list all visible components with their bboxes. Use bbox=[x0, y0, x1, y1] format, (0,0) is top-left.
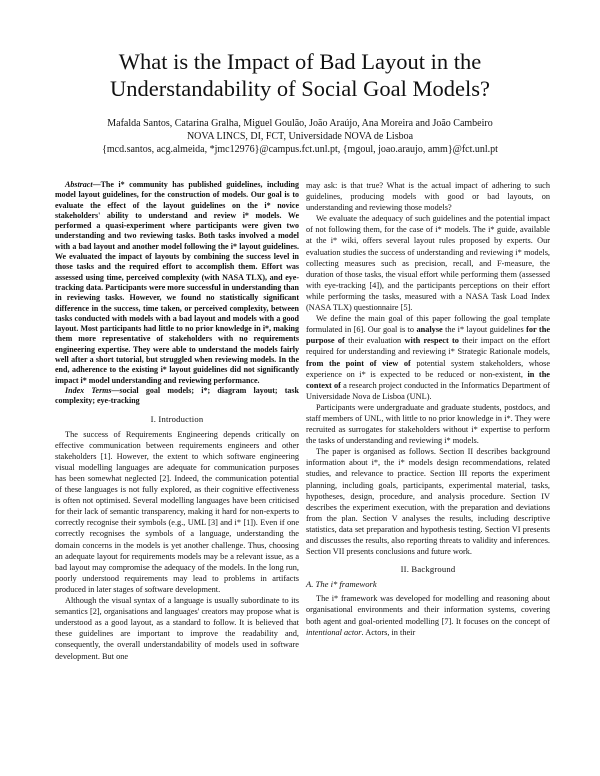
section-heading-introduction: I. Introduction bbox=[150, 413, 204, 424]
goal-point-of-view: from the point of view of bbox=[306, 358, 411, 368]
goal-analyse: analyse bbox=[416, 325, 443, 335]
index-terms-label: Index Terms bbox=[65, 385, 112, 395]
goal-purpose: for the purpose of bbox=[306, 325, 550, 346]
goal-respect: with respect to bbox=[404, 336, 459, 346]
background-emphasis: intentional actor bbox=[306, 627, 362, 637]
section-heading-background: II. Background bbox=[400, 564, 456, 575]
right-paragraph-1: may ask: is that true? What is the actual impact of adhering to such guidelines, producing models with good or bad layouts, on understanding and reviewing those models? bbox=[306, 181, 550, 213]
background-text-a: The i* framework was developed for modelling and reasoning about organisational environments and their information systems, covering both agent and goal-oriented modelling [7]. It focuses on the concept of bbox=[306, 594, 550, 626]
right-paragraph-4: Participants were undergraduate and graduate students, postdocs, and staff members of UNL, with little to no prior knowledge in i*. They were recruited as surrogates for stakeholders without i* expertise to perform the tasks of understanding and reviewing i* models. bbox=[306, 402, 550, 446]
goal-text-d: their impact on the effort required for understanding and reviewing i* Strategic Rationale models, bbox=[306, 336, 550, 357]
goal-text-b: the i* layout guidelines bbox=[442, 325, 527, 335]
index-terms-text: social goal models; i*; diagram layout; task complexity; eye-tracking bbox=[55, 385, 299, 406]
title-line-2: Understandability of Social Goal Models? bbox=[110, 76, 490, 101]
goal-context: in the context of bbox=[306, 369, 550, 390]
abstract bbox=[55, 180, 299, 407]
goal-text-e: potential system stakeholders, whose experience on i* is expected to be reduced or non-existent, bbox=[306, 358, 551, 379]
paper-title bbox=[40, 48, 560, 102]
goal-text-c: their evaluation bbox=[344, 336, 405, 346]
intro-paragraph-2: Although the visual syntax of a language is usually subordinate to its semantics [2], organisations and languages' creators may propose what is understood as a good layout, as a standard to follow. It is believed that these guidelines are important to improve the readability and, consequently, the overall understandability of models used in software development. But one bbox=[55, 596, 299, 661]
author-names: Mafalda Santos, Catarina Gralha, Miguel Goulão, João Araújo, Ana Moreira and João Cambeiro bbox=[107, 118, 493, 129]
goal-text-a: We define the main goal of this paper following the goal template formulated in [6]. Our goal is to bbox=[306, 314, 550, 335]
index-terms-dash: — bbox=[111, 385, 120, 395]
right-paragraph-2: We evaluate the adequacy of such guidelines and the potential impact of not following them, for the case of i* models. The i* guide, available at the i* wiki, offers several layout rules proposed by experts. Our evaluation studies the success of understanding and reviewing i* models, collecting measures such as precision, recall, and F-measure, the duration of those tasks, the visual effort while performing them (assessed with eye-tracking [4]), and the participants perceptions on their effort while performing the tasks, measured with a NASA Task Load Index (NASA TLX) questionnaire [5]. bbox=[306, 214, 550, 313]
right-paragraph-5: The paper is organised as follows. Section II describes background information about i*, the i* models design recommendations, related studies, and relevance to practice. Section III reports the experiment planning, including goals, participants, experimental material, tasks, hypotheses, design, procedure, and analysis procedure. Section IV describes the experiment execution, with the preparation and deviations from the plan. Section V analyses the results, including descriptive statistics, data set preparation and hypothesis testing. Section VI presents and discusses the results, also reporting threats to validity and inferences. Section VII presents conclusions and future work. bbox=[306, 447, 550, 557]
right-paragraph-3 bbox=[306, 313, 550, 402]
abstract-label: Abstract bbox=[65, 180, 93, 189]
abstract-text: The i* community has published guidelines, including model layout guidelines, for the construction of models. Our goal is to evaluate the effect of the layout guidelines on the i* novice stakeholders' ability to understand and review i* models. We performed a quasi-experiment where participants were given two understanding and two reviewing tasks. Both tasks involved a model with a bad layout and another model following the i* layout guidelines. We evaluated the impact of layouts by combining the success level in those tasks and the required effort to accomplish them. Effort was assessed using time, perceived complexity (with NASA TLX), and eye-tracking data. Participants were more successful in understanding than in reviewing tasks. However, we found no statistically significant difference in the success, time taken, or perceived complexity, between tasks conducted with models with a bad layout and models with a good layout. Most participants had little to no prior knowledge in i*, making them more representative of stakeholders with no requirements engineering expertise. They were able to understand the models fairly well after a short tutorial, but struggled when reviewing models. In the end, adherence to the existing i* layout guidelines did not significantly impact i* model understanding and reviewing performance. bbox=[55, 180, 299, 385]
author-block bbox=[40, 117, 560, 156]
subsection-heading-istar: A. The i* framework bbox=[306, 579, 377, 590]
title-line-1: What is the Impact of Bad Layout in the bbox=[118, 49, 482, 74]
goal-text-f: a research project conducted in the Informatics Department of Universidade Nova de Lisboa (UNL). bbox=[306, 380, 550, 401]
background-paragraph-1 bbox=[306, 593, 550, 637]
background-text-b: . Actors, in their bbox=[361, 627, 416, 637]
intro-paragraph-1: The success of Requirements Engineering depends critically on effective communication between requirements engineers and other stakeholders [1]. However, the extent to which software engineering visual modelling languages are adequate for communication purposes has been somewhat neglected [2]. Indeed, the communication potential of these languages is not fully explored, as their cognitive effectiveness is often not optimised. Several modelling languages have been criticised for their lack of semantic transparency, making it hard for non-experts to correctly recognise their symbols (e.g., UML [3] and i* [1]). Even if one correctly recognises the symbols of a language, understanding the domain concerns in the models is yet another challenge. Thus, choosing an adequate layout for requirements models may be a relevant issue, as a bad layout may compromise the adequacy of the models. In the long run, poorly understood requirements may lead to problems in artifacts produced in later stages of software development. bbox=[55, 429, 299, 594]
author-emails: {mcd.santos, acg.almeida, *jmc12976}@campus.fct.unl.pt, {mgoul, joao.araujo, amm}@fct.unl.pt bbox=[102, 144, 498, 155]
author-affiliation: NOVA LINCS, DI, FCT, Universidade NOVA de Lisboa bbox=[186, 131, 414, 142]
abstract-dash: — bbox=[92, 180, 101, 189]
right-column bbox=[306, 180, 550, 638]
left-column bbox=[55, 180, 299, 662]
